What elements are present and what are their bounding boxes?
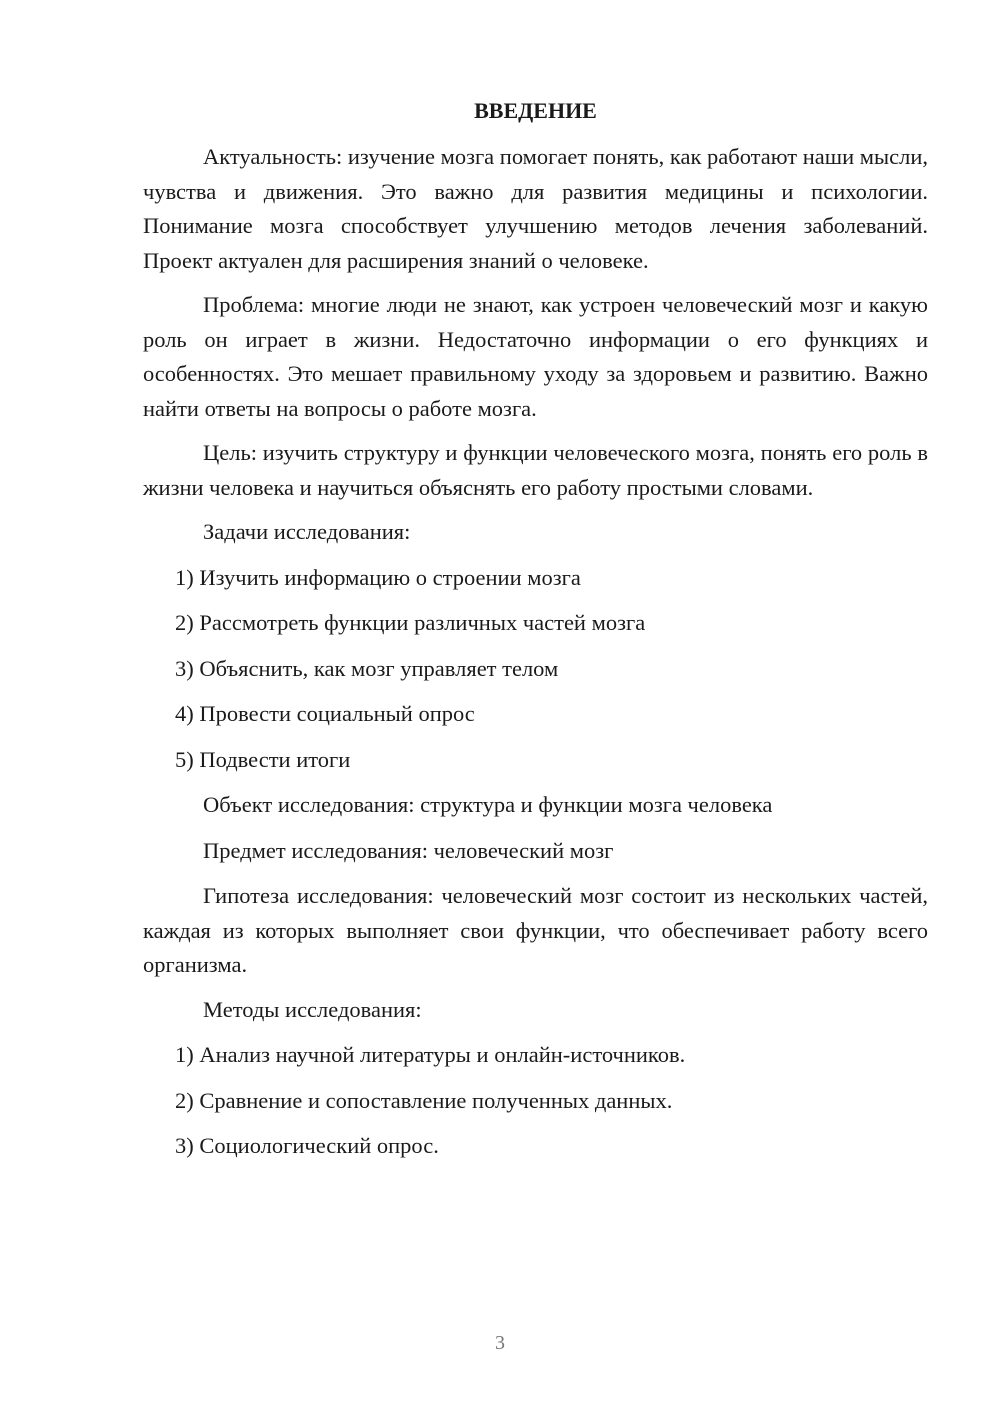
page-number: 3 [495,1332,505,1354]
task-item: 4) Провести социальный опрос [175,701,475,726]
method-item: 1) Анализ научной литературы и онлайн-источников. [175,1042,686,1067]
task-item: 3) Объяснить, как мозг управляет телом [175,655,559,681]
problem-paragraph: Проблема: многие люди не знают, как устроен человеческий мозг и какую роль он играет в жизни. Недостаточно информации о его функциях и особенностях. Это мешает правильному уходу за здоровьем и развитию. Важно найти ответы на вопросы о работе мозга. [143,292,928,421]
method-item: 2) Сравнение и сопоставление полученных данных. [175,1087,673,1113]
research-subject: Предмет исследования: человеческий мозг [203,837,614,863]
task-item: 5) Подвести итоги [175,746,351,772]
task-item: 1) Изучить информацию о строении мозга [175,564,581,590]
hypothesis-paragraph: Гипотеза исследования: человеческий мозг состоит из нескольких частей, каждая из которых выполняет свои функции, что обеспечивает работу всего организма. [143,883,928,977]
methods-label: Методы исследования: [203,996,422,1022]
document-page [143,96,928,1175]
goal-paragraph: Цель: изучить структуру и функции человеческого мозга, понять его роль в жизни человека и научиться объяснять его работу простыми словами. [143,440,928,500]
method-item: 3) Социологический опрос. [175,1133,439,1158]
task-item: 2) Рассмотреть функции различных частей мозга [175,610,646,635]
relevance-paragraph: Актуальность: изучение мозга помогает понять, как работают наши мысли, чувства и движения. Это важно для развития медицины и психологии. Понимание мозга способствует улучшению методов лечения заболеваний. Проект актуален для расширения знаний о человеке. [143,144,928,273]
tasks-label: Задачи исследования: [203,519,411,544]
research-object: Объект исследования: структура и функции мозга человека [203,792,773,817]
section-heading: ВВЕДЕНИЕ [474,98,597,123]
